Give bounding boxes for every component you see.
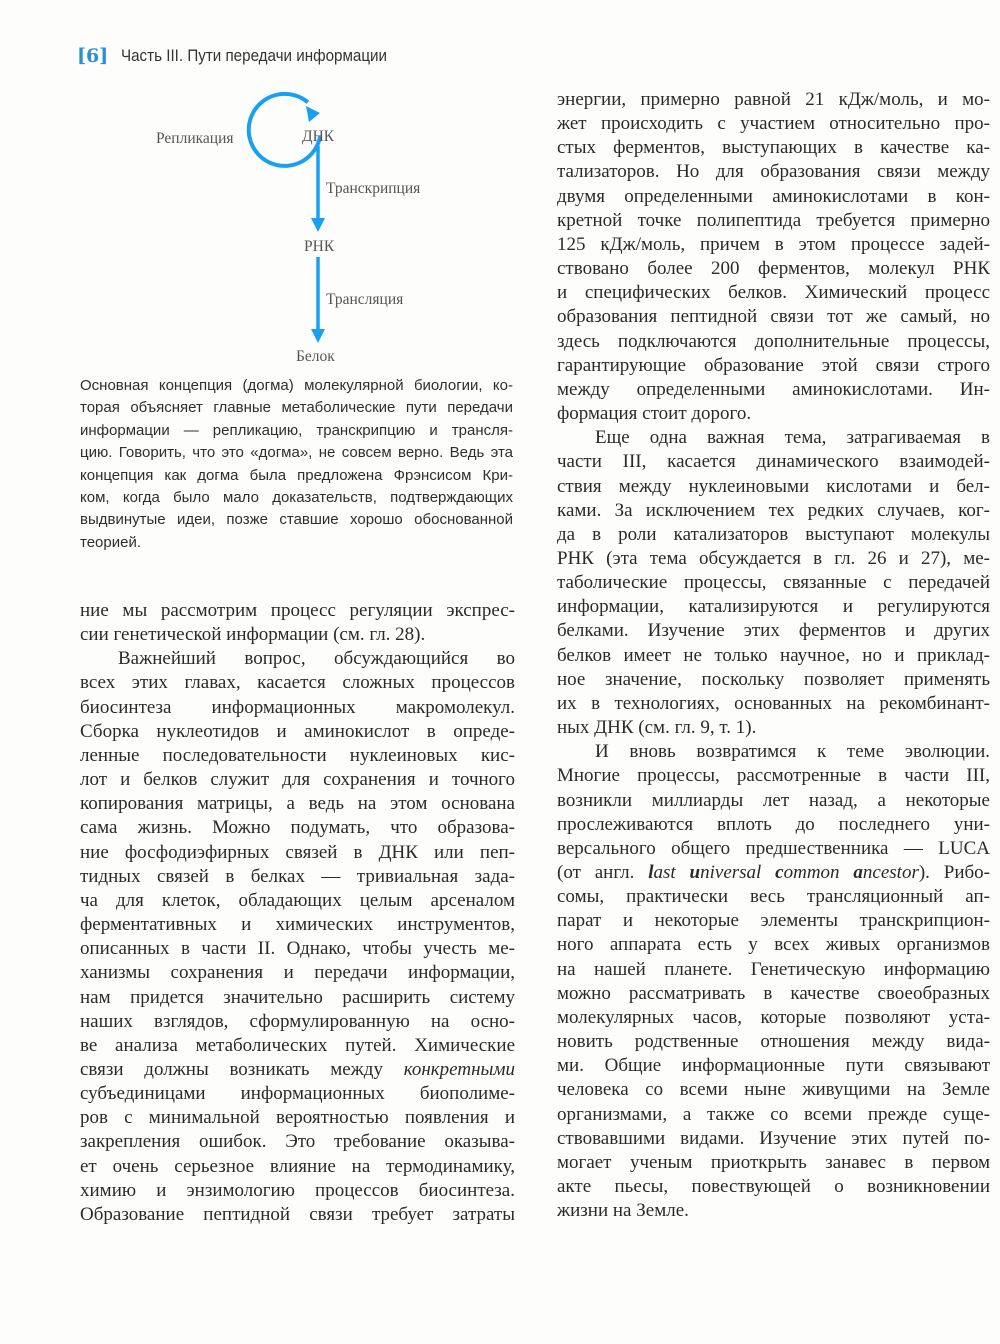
text-line: копирования матрицы, а ведь на этом основана — [80, 793, 515, 815]
text-line: формация стоит дорого. — [557, 403, 752, 425]
text-line — [80, 1058, 515, 1082]
text-line: да в роли катализаторов выступают молекулы — [557, 523, 990, 545]
text-line: концепция как догма была предложена Фрэнсисом Кри- — [80, 466, 513, 484]
text-line: белками. Изучение этих ферментов и других — [557, 620, 990, 642]
text-line: могает ученым приоткрыть занавес в первом — [557, 1151, 990, 1173]
text-line: ное значение, поскольку позволяет применять — [557, 668, 990, 690]
emphasized-text: u — [689, 862, 701, 883]
text-line: тализаторов. Но для образования связи между — [557, 161, 990, 183]
left-text-column — [80, 599, 515, 1227]
text-line: Сборка нуклеотидов и аминокислот в опреде- — [80, 720, 515, 742]
text-span: (от англ. — [557, 862, 649, 883]
emphasized-text: ommon — [783, 862, 854, 883]
text-line: тидных связей в белках — тривиальная зада- — [80, 865, 515, 887]
text-line: жизни на Земле. — [557, 1200, 689, 1222]
text-line: энергии, примерно равной 21 кДж/моль, и мо- — [557, 89, 990, 110]
text-line: возникли миллиарды лет назад, а некоторые — [557, 789, 990, 811]
text-line: двумя определенными аминокислотами в кон- — [557, 185, 990, 207]
text-line: Образование пептидной связи требует затраты — [80, 1203, 515, 1225]
text-line: всех этих главах, касается сложных процессов — [80, 672, 515, 694]
text-line: выдвинутые идеи, позже ставшие хорошо обоснованной — [80, 511, 513, 529]
text-line: версального общего предшественника — LUCA — [557, 837, 990, 859]
text-line: субъединицами информационных биополиме- — [80, 1083, 515, 1105]
text-line: их в технологиях, основанных на рекомбинант- — [557, 692, 990, 714]
text-line: и специфических белков. Химический процесс — [557, 282, 990, 304]
text-line: образования пептидной связи тот же самый, но — [557, 306, 990, 328]
text-line: можно рассматривать в качестве своеобразных — [557, 982, 990, 1004]
emphasized-text: ast — [653, 862, 690, 883]
text-line: нам придется значительно расширить систему — [80, 986, 515, 1008]
text-line: белков имеет не только научное, но и приклад- — [557, 644, 990, 666]
replication-arrowhead — [306, 106, 320, 122]
text-line: Еще одна важная тема, затрагиваемая в — [595, 427, 990, 449]
emphasized-text: конкретными — [403, 1058, 515, 1080]
text-line: новить родственные отношения между вида- — [557, 1031, 990, 1053]
text-line: прослеживаются вплоть до последнего уни- — [557, 813, 990, 835]
text-line: сии генетической информации (см. гл. 28). — [80, 624, 426, 646]
text-line: 125 кДж/моль, причем в этом процессе задей- — [557, 233, 990, 255]
running-header-title: Часть III. Пути передачи информации — [121, 47, 388, 65]
text-line: ленные последовательности нуклеиновых кис- — [80, 744, 515, 766]
text-line: гарантирующие образование этой связи строго — [557, 354, 990, 376]
text-line: акте пьесы, повествующей о возникновении — [557, 1176, 990, 1198]
text-line: ве анализа метаболических путей. Химические — [80, 1034, 515, 1056]
text-line: сомы, практически весь трансляционный ап- — [557, 886, 990, 908]
text-line: человека со всеми ныне живущими на Земле — [557, 1079, 990, 1101]
text-line: стых ферментов, выступающих в качестве ка- — [557, 137, 990, 159]
text-line: ча для клеток, обладающих целым арсеналом — [80, 889, 515, 911]
translation-arrowhead — [311, 329, 325, 343]
text-line: химию и энзимологию процессов биосинтеза. — [80, 1179, 515, 1201]
text-line: ствовавшими видами. Изучение этих путей по- — [557, 1127, 990, 1149]
text-line: Основная концепция (догма) молекулярной биологии, ко- — [80, 377, 513, 394]
text-line: лот и белков служит для сохранения и точного — [80, 769, 515, 791]
text-line: цию. Говорить, что это «догма», не совсем верно. Ведь эта — [80, 444, 513, 462]
text-line: части III, касается динамического взаимодей- — [557, 451, 990, 473]
text-line: на нашей планете. Генетическую информацию — [557, 958, 990, 980]
text-line: кретной точке полипептида требуется примерно — [557, 209, 990, 231]
text-line: ного аппарата есть у всех живых организмов — [557, 934, 990, 956]
text-line: ми. Общие информационные пути связывают — [557, 1055, 990, 1077]
text-line: ет очень серьезное влияние на термодинамику, — [80, 1155, 515, 1177]
text-line: между определенными аминокислотами. Ин- — [557, 378, 990, 400]
text-line: ствия между нуклеиновыми кислотами и бел- — [557, 475, 990, 497]
rna-label: РНК — [304, 238, 335, 255]
text-line: ствовано более 200 ферментов, молекул РНК — [557, 258, 990, 280]
text-line: торая объясняет главные метаболические пути передачи — [80, 399, 513, 417]
text-line: парат и некоторые элементы транскрипцион- — [557, 910, 990, 932]
text-line: сама жизнь. Можно подумать, что образова- — [80, 817, 515, 839]
protein-label: Белок — [296, 348, 335, 365]
replication-label: Репликация — [156, 130, 234, 147]
text-line: описанных в части II. Однако, чтобы учесть ме- — [80, 938, 515, 960]
text-line: наших взглядов, сформулированную на осно- — [80, 1010, 515, 1032]
text-line: биосинтеза информационных макромолекул. — [80, 696, 515, 718]
text-line: информации — репликацию, транскрипцию и трансля- — [80, 421, 513, 439]
text-line: закрепления ошибок. Это требование оказыва- — [80, 1131, 515, 1153]
text-line: ком, когда было мало доказательств, подтверждающих — [80, 488, 513, 506]
text-line: ние фосфодиэфирных связей в ДНК или пеп- — [80, 841, 515, 863]
text-line: ханизмы сохранения и передачи информации, — [80, 962, 515, 984]
emphasized-text: l — [648, 862, 654, 883]
figure-caption — [80, 375, 513, 554]
translation-label: Трансляция — [326, 291, 404, 308]
text-line: молекулярных часов, которые позволяют уста- — [557, 1006, 990, 1028]
emphasized-text: a — [853, 862, 863, 883]
text-line: информации, катализируются и регулируются — [557, 596, 990, 618]
text-line: таболические процессы, связанные с передачей — [557, 572, 990, 594]
transcription-label: Транскрипция — [326, 180, 421, 197]
text-line: РНК (эта тема обсуждается в гл. 26 и 27), ме- — [557, 547, 990, 569]
text-line: ных ДНК (см. гл. 9, т. 1). — [557, 717, 757, 739]
text-line: здесь подключаются дополнительные процессы, — [557, 330, 990, 352]
text-line: ние мы рассмотрим процесс регуляции экспрес- — [80, 600, 515, 621]
text-span: ). Рибо- — [918, 862, 990, 883]
emphasized-text: niversal — [700, 862, 776, 883]
text-line: ров с минимальной вероятностью появления и — [80, 1107, 515, 1129]
emphasized-text: c — [775, 862, 784, 883]
emphasized-text: ncestor — [862, 862, 919, 883]
text-line — [557, 861, 990, 885]
page-number: [6] — [77, 45, 109, 67]
text-line: жет происходить с участием относительно про- — [557, 113, 990, 135]
right-text-column — [557, 88, 990, 1223]
text-span: связи должны возникать между — [80, 1058, 404, 1080]
text-line: ками. За исключением тех редких случаев, ког- — [557, 499, 990, 521]
text-line: организмами, а также со всеми прежде суще- — [557, 1103, 990, 1125]
text-line: Многие процессы, рассмотренные в части III, — [557, 765, 990, 787]
text-line: И вновь возвратимся к теме эволюции. — [595, 741, 990, 763]
text-line: ферментативных и химических инструментов, — [80, 914, 515, 936]
central-dogma-diagram — [140, 90, 460, 375]
transcription-arrowhead — [311, 218, 325, 232]
text-line: Важнейший вопрос, обсуждающийся во — [118, 648, 515, 670]
dna-label: ДНК — [302, 128, 335, 145]
text-line: теорией. — [80, 533, 141, 551]
